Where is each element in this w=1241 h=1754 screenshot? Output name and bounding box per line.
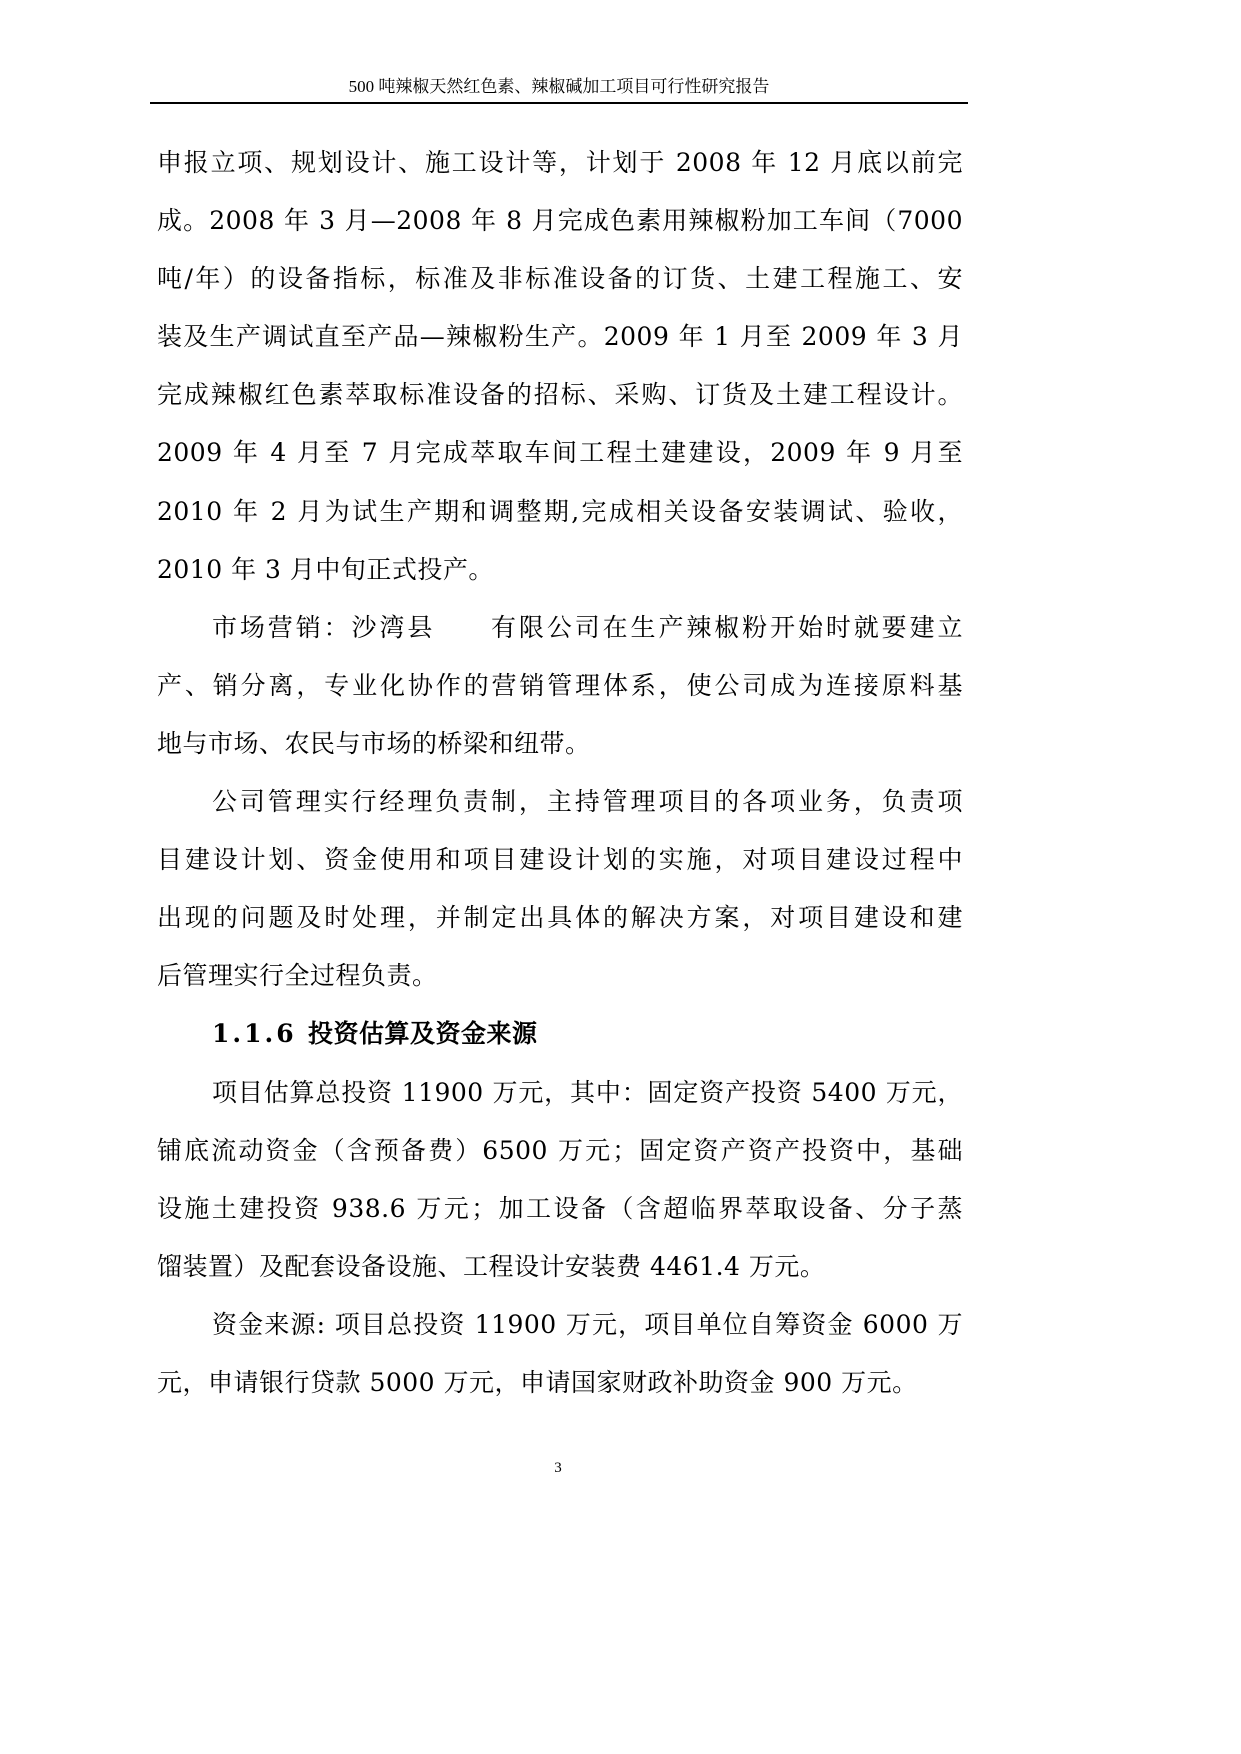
section-number: 1.1.6 <box>212 1019 297 1049</box>
body-line: 目建设计划、资金使用和项目建设计划的实施，对项目建设过程中 <box>157 845 963 875</box>
body-line: 馏装置）及配套设备设施、工程设计安装费 4461.4 万元。 <box>157 1251 826 1281</box>
body-line: 市场营销：沙湾县 有限公司在生产辣椒粉开始时就要建立 <box>212 612 963 642</box>
running-header-title: 500 吨辣椒天然红色素、辣椒碱加工项目可行性研究报告 <box>348 77 770 96</box>
body-line: 吨/年）的设备指标，标准及非标准设备的订货、土建工程施工、安 <box>157 264 963 294</box>
body-line: 后管理实行全过程负责。 <box>157 961 438 991</box>
body-line: 地与市场、农民与市场的桥梁和纽带。 <box>157 728 591 758</box>
body-line: 项目估算总投资 11900 万元，其中：固定资产投资 5400 万元， <box>212 1077 963 1107</box>
body-line: 装及生产调试直至产品—辣椒粉生产。2009 年 1 月至 2009 年 3 月 <box>157 322 963 352</box>
body-line: 公司管理实行经理负责制，主持管理项目的各项业务，负责项 <box>212 787 963 817</box>
body-line: 出现的问题及时处理，并制定出具体的解决方案，对项目建设和建 <box>157 903 963 933</box>
marketing-paragraph <box>157 599 963 773</box>
body-line: 成。2008 年 3 月—2008 年 8 月完成色素用辣椒粉加工车间（7000 <box>157 206 963 236</box>
body-line: 2010 年 2 月为试生产期和调整期,完成相关设备安装调试、验收， <box>157 496 963 526</box>
management-paragraph <box>157 773 963 1005</box>
body-line: 完成辣椒红色素萃取标准设备的招标、采购、订货及土建工程设计。 <box>157 380 963 410</box>
body-line: 铺底流动资金（含预备费）6500 万元；固定资产资产投资中，基础 <box>157 1135 963 1165</box>
section-title: 投资估算及资金来源 <box>308 1019 538 1049</box>
body-line: 元，申请银行贷款 5000 万元，申请国家财政补助资金 900 万元。 <box>157 1367 918 1397</box>
body-line: 资金来源: 项目总投资 11900 万元，项目单位自筹资金 6000 万 <box>212 1309 963 1339</box>
section-heading <box>157 1005 963 1063</box>
body-line: 2009 年 4 月至 7 月完成萃取车间工程土建建设，2009 年 9 月至 <box>157 438 963 468</box>
investment-paragraph <box>157 1064 963 1296</box>
document-body <box>157 134 963 1412</box>
funding-paragraph <box>157 1296 963 1412</box>
page-number: 3 <box>554 1460 562 1476</box>
body-line: 2010 年 3 月中旬正式投产。 <box>157 554 494 584</box>
schedule-paragraph <box>157 134 963 599</box>
body-line: 设施土建投资 938.6 万元；加工设备（含超临界萃取设备、分子蒸 <box>157 1193 963 1223</box>
body-line: 产、销分离，专业化协作的营销管理体系，使公司成为连接原料基 <box>157 670 963 700</box>
header-rule <box>150 102 968 104</box>
body-line: 申报立项、规划设计、施工设计等，计划于 2008 年 12 月底以前完 <box>157 148 963 177</box>
